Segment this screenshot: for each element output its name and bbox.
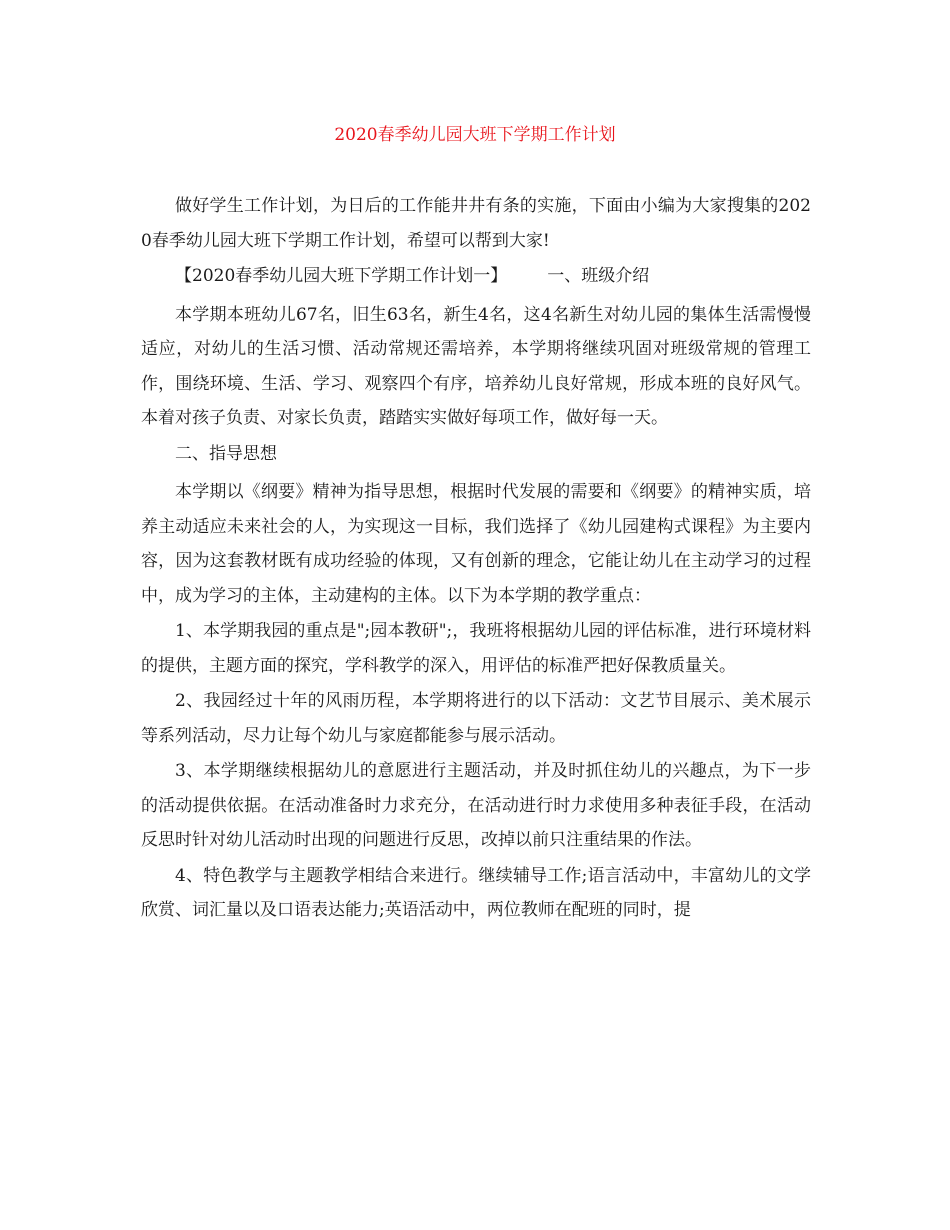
point-3: 3、本学期继续根据幼儿的意愿进行主题活动，并及时抓住幼儿的兴趣点，为下一步的活动提供依据。在活动准备时力求充分，在活动进行时力求使用多种表征手段，在活动反思时针对幼儿活动时出现的问题进行反思，改掉以前只注重结果的作法。 <box>141 761 811 850</box>
section2-heading: 二、指导思想 <box>175 443 277 464</box>
document-body <box>141 189 811 929</box>
point-2: 2、我园经过十年的风雨历程，本学期将进行的以下活动：文艺节目展示、美术展示等系列活动，尽力让每个幼儿与家庭都能参与展示活动。 <box>141 691 811 746</box>
plan-heading-line <box>141 259 811 294</box>
point-4: 4、特色教学与主题教学相结合来进行。继续辅导工作;语言活动中，丰富幼儿的文学欣赏、词汇量以及口语表达能力;英语活动中，两位教师在配班的同时，提 <box>141 865 811 920</box>
plan-heading: 【2020春季幼儿园大班下学期工作计划一】 <box>175 266 508 286</box>
section1-heading: 一、班级介绍 <box>547 266 650 286</box>
point-1: 1、本学期我园的重点是";园本教研";，我班将根据幼儿园的评估标准，进行环境材料的提供，主题方面的探究，学科教学的深入，用评估的标准严把好保教质量关。 <box>141 621 811 676</box>
document-title: 2020春季幼儿园大班下学期工作计划 <box>334 125 616 145</box>
section1-paragraph: 本学期本班幼儿67名，旧生63名，新生4名，这4名新生对幼儿园的集体生活需慢慢适应，对幼儿的生活习惯、活动常规还需培养，本学期将继续巩固对班级常规的管理工作，围绕环境、生活、学习、观察四个有序，培养幼儿良好常规，形成本班的良好风气。本着对孩子负责、对家长负责，踏踏实实做好每项工作，做好每一天。 <box>141 304 811 428</box>
intro-paragraph: 做好学生工作计划，为日后的工作能井井有条的实施，下面由小编为大家搜集的2020春季幼儿园大班下学期工作计划，希望可以帮到大家! <box>141 196 811 251</box>
section2-paragraph: 本学期以《纲要》精神为指导思想，根据时代发展的需要和《纲要》的精神实质，培养主动适应未来社会的人，为实现这一目标，我们选择了《幼儿园建构式课程》为主要内容，因为这套教材既有成功经验的体现，又有创新的理念，它能让幼儿在主动学习的过程中，成为学习的主体，主动建构的主体。以下为本学期的教学重点： <box>141 482 811 606</box>
